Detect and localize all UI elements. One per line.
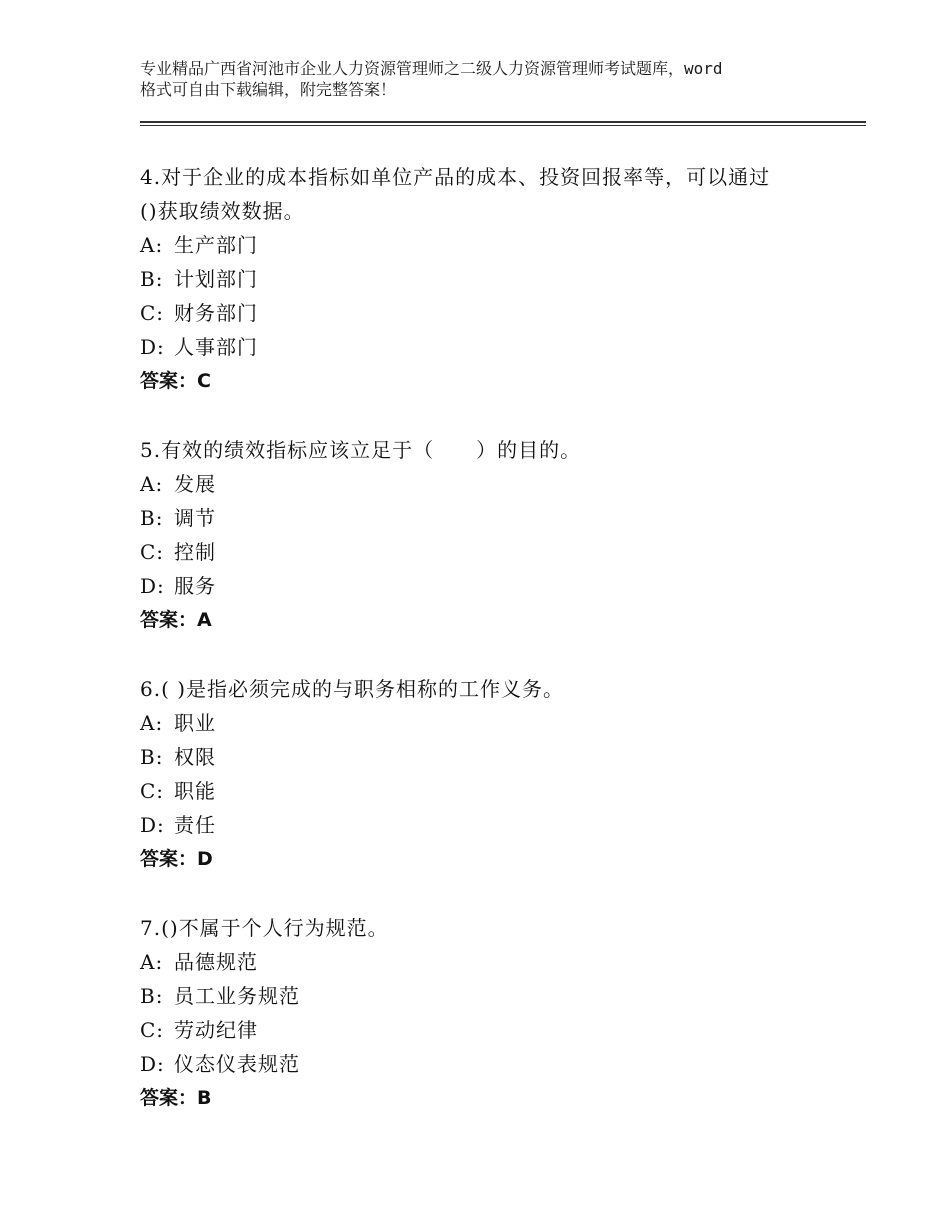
- header-divider-thick: [140, 121, 866, 123]
- option-text: 人事部门: [174, 335, 258, 359]
- option-a: [140, 706, 840, 740]
- option-c: [140, 535, 840, 569]
- option-text: 控制: [174, 540, 216, 564]
- header-divider-thin: [140, 125, 866, 126]
- option-letter: A:: [140, 950, 164, 974]
- header-line-2: 格式可自由下载编辑，附完整答案！: [140, 80, 397, 99]
- option-text: 劳动纪律: [174, 1018, 258, 1042]
- answer-label: 答案：A: [140, 609, 212, 631]
- option-d: [140, 569, 840, 603]
- question-text: 6.( )是指必须完成的与职务相称的工作义务。: [140, 677, 565, 701]
- option-letter: B:: [140, 745, 164, 769]
- option-text: 调节: [174, 506, 216, 530]
- header-line-1: 专业精品广西省河池市企业人力资源管理师之二级人力资源管理师考试题库，word: [140, 59, 723, 78]
- option-c: [140, 774, 840, 808]
- question-text-continued: ()获取绩效数据。: [140, 199, 305, 223]
- question-text: 4.对于企业的成本指标如单位产品的成本、投资回报率等，可以通过: [140, 165, 771, 189]
- option-letter: D:: [140, 574, 165, 598]
- option-b: [140, 501, 840, 535]
- option-text: 责任: [174, 813, 216, 837]
- option-text: 财务部门: [174, 301, 258, 325]
- option-letter: A:: [140, 711, 164, 735]
- option-c: [140, 296, 840, 330]
- option-b: [140, 740, 840, 774]
- option-d: [140, 1047, 840, 1081]
- option-letter: D:: [140, 813, 165, 837]
- option-text: 计划部门: [174, 267, 258, 291]
- option-text: 服务: [174, 574, 216, 598]
- question-6: [140, 672, 840, 876]
- option-text: 发展: [174, 472, 216, 496]
- option-d: [140, 330, 840, 364]
- option-letter: A:: [140, 472, 164, 496]
- option-b: [140, 979, 840, 1013]
- option-letter: A:: [140, 233, 164, 257]
- question-5: [140, 433, 840, 637]
- option-letter: C:: [140, 301, 165, 325]
- question-4: [140, 160, 840, 398]
- option-c: [140, 1013, 840, 1047]
- question-text: 5.有效的绩效指标应该立足于（ ）的目的。: [140, 438, 582, 462]
- option-letter: D:: [140, 1052, 165, 1076]
- option-d: [140, 808, 840, 842]
- question-7: [140, 911, 840, 1115]
- option-a: [140, 228, 840, 262]
- option-letter: B:: [140, 506, 164, 530]
- option-text: 生产部门: [174, 233, 258, 257]
- option-b: [140, 262, 840, 296]
- option-letter: C:: [140, 779, 165, 803]
- option-text: 职业: [174, 711, 216, 735]
- option-text: 员工业务规范: [174, 984, 300, 1008]
- option-text: 权限: [174, 745, 216, 769]
- option-text: 品德规范: [174, 950, 258, 974]
- answer-label: 答案：B: [140, 1087, 212, 1109]
- option-letter: C:: [140, 540, 165, 564]
- option-text: 职能: [174, 779, 216, 803]
- option-letter: D:: [140, 335, 165, 359]
- option-letter: C:: [140, 1018, 165, 1042]
- answer-label: 答案：C: [140, 370, 211, 392]
- option-a: [140, 945, 840, 979]
- question-text: 7.()不属于个人行为规范。: [140, 916, 389, 940]
- option-text: 仪态仪表规范: [174, 1052, 300, 1076]
- option-a: [140, 467, 840, 501]
- document-header: [140, 58, 830, 100]
- answer-label: 答案：D: [140, 848, 213, 870]
- option-letter: B:: [140, 267, 164, 291]
- option-letter: B:: [140, 984, 164, 1008]
